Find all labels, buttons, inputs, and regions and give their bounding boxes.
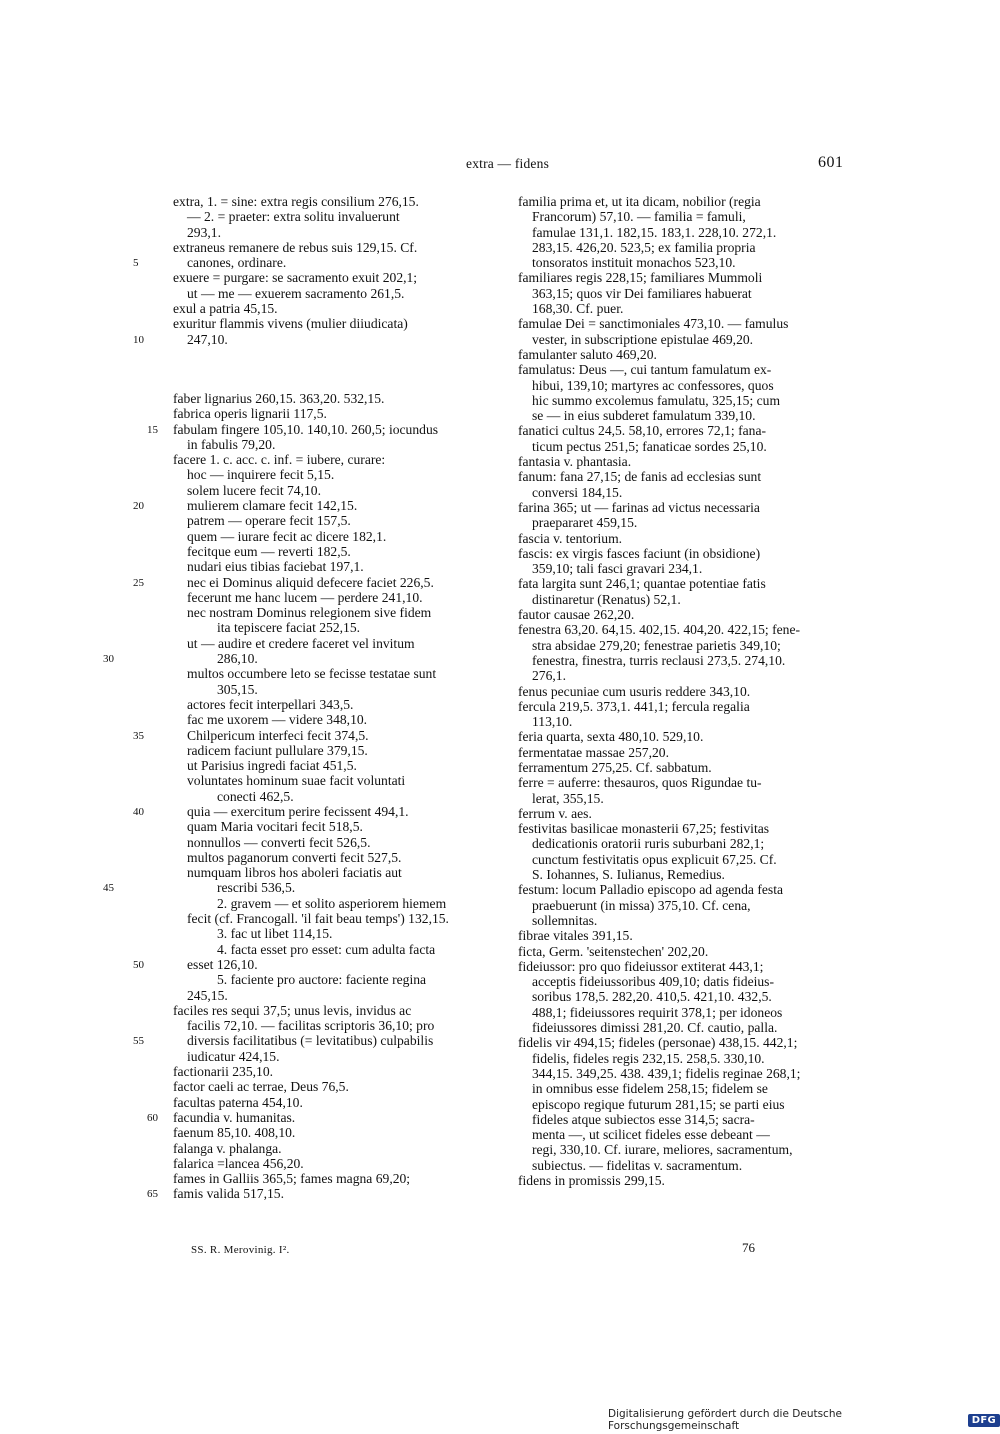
index-line-text: fibrae vitales 391,15. — [518, 928, 633, 944]
index-line-text: 293,1. — [187, 224, 221, 240]
index-line-text: nec ei Dominus aliquid defecere faciet 226,5. — [187, 574, 434, 590]
index-line — [173, 1156, 499, 1171]
index-line — [518, 775, 846, 790]
index-line — [103, 651, 499, 667]
index-line — [518, 423, 846, 438]
index-line-text: farina 365; ut — farinas ad victus necessaria — [518, 499, 760, 515]
index-line — [133, 803, 499, 819]
index-line-text: fabrica operis lignarii 117,5. — [173, 406, 327, 422]
index-line — [173, 789, 499, 804]
index-line-text: S. Iohannes, S. Iulianus, Remedius. — [532, 867, 725, 883]
index-line — [518, 791, 846, 806]
index-line — [133, 1033, 499, 1049]
index-line — [173, 911, 499, 926]
index-line-text: quam Maria vocitari fecit 518,5. — [187, 819, 363, 835]
index-line-text: voluntates hominum suae facit voluntati — [187, 773, 406, 789]
index-line-text: 283,15. 426,20. 523,5; ex familia propria — [532, 239, 756, 255]
index-line-text: subiectus. — fidelitas v. sacramentum. — [532, 1157, 743, 1173]
index-line — [173, 942, 499, 957]
index-line-text: fecit (cf. Francogall. 'il fait beau temps') 132,15. — [187, 911, 449, 927]
index-line-text: in fabulis 79,20. — [187, 436, 276, 452]
index-line — [173, 1049, 499, 1064]
index-line-text: ut — me — exuerem sacramento 261,5. — [187, 285, 405, 301]
index-line-text: 2. gravem — et solito asperiorem hiemem — [217, 895, 447, 911]
index-line — [173, 225, 499, 240]
index-line-text: factionarii 235,10. — [173, 1064, 274, 1080]
index-line-text: stra absidae 279,20; fenestrae parietis 349,10; — [532, 637, 781, 653]
index-line — [518, 270, 846, 285]
index-line — [173, 467, 499, 482]
index-line-text: canones, ordinare. — [187, 255, 287, 271]
index-line — [518, 1005, 846, 1020]
index-line-text: Francorum) 57,10. — familia = famuli, — [532, 209, 746, 225]
gathering-number: 76 — [742, 1240, 755, 1255]
index-line-text: fantasia v. phantasia. — [518, 454, 632, 470]
index-line — [518, 806, 846, 821]
index-line-text: distinaretur (Renatus) 52,1. — [532, 591, 681, 607]
index-line — [518, 515, 846, 530]
index-line — [173, 988, 499, 1003]
index-line — [173, 743, 499, 758]
index-line — [518, 393, 846, 408]
page-number: 601 — [818, 154, 844, 171]
index-line — [518, 882, 846, 897]
index-line — [173, 1171, 499, 1186]
line-number: 60 — [147, 1111, 158, 1124]
line-number: 5 — [133, 257, 139, 270]
index-line-text: faenum 85,10. 408,10. — [173, 1125, 296, 1141]
line-number: 10 — [133, 333, 144, 346]
index-line-text: fideiussor: pro quo fideiussor extiterat 443,1; — [518, 958, 764, 974]
index-line-text: fanum: fana 27,15; de fanis ad ecclesias sunt — [518, 469, 762, 485]
index-line-text: festivitas basilicae monasterii 67,25; festivitas — [518, 821, 770, 837]
index-line-text: festum: locum Palladio episcopo ad agenda festa — [518, 882, 783, 898]
index-line — [173, 773, 499, 788]
index-line — [173, 1018, 499, 1033]
running-head-title: extra — fidens — [466, 156, 550, 171]
index-line — [518, 714, 846, 729]
index-line — [518, 439, 846, 454]
index-line — [173, 819, 499, 834]
index-line-text: fenestra 63,20. 64,15. 402,15. 404,20. 422,15; fene- — [518, 622, 801, 638]
index-line-text: tonsoratos instituit monachos 523,10. — [532, 255, 736, 271]
funding-note: Digitalisierung gefördert durch die Deutsche Forschungsgemeinschaft — [608, 1408, 842, 1432]
index-line-text: ticum pectus 251,5; fanaticae sordes 25,10. — [532, 438, 767, 454]
index-line-text: famulanter saluto 469,20. — [518, 346, 657, 362]
index-line-text: 245,15. — [187, 987, 228, 1003]
index-line — [173, 1141, 499, 1156]
index-line — [518, 1127, 846, 1142]
index-line — [173, 835, 499, 850]
index-line-text: soribus 178,5. 282,20. 410,5. 421,10. 432,5. — [532, 989, 772, 1005]
index-line — [173, 240, 499, 255]
index-line — [518, 745, 846, 760]
index-line-text: facultas paterna 454,10. — [173, 1094, 303, 1110]
index-line — [173, 758, 499, 773]
index-line-text: 5. faciente pro auctore: faciente regina — [217, 972, 427, 988]
index-line-text: rescribi 536,5. — [217, 880, 296, 896]
index-line — [518, 332, 846, 347]
index-line — [173, 682, 499, 697]
index-line — [518, 638, 846, 653]
left-index-column — [103, 194, 499, 1202]
funding-banner — [608, 1408, 1000, 1432]
index-line-text: 276,1. — [532, 668, 566, 684]
index-line — [173, 712, 499, 727]
index-line — [518, 225, 846, 240]
index-line-text: fidelis, fideles regis 232,15. 258,5. 330,10. — [532, 1050, 765, 1066]
line-number: 25 — [133, 576, 144, 589]
index-line-text: ut Parisius ingredi faciat 451,5. — [187, 758, 357, 774]
index-line-text: multos paganorum converti fecit 527,5. — [187, 849, 402, 865]
index-line-text: 168,30. Cf. puer. — [532, 301, 624, 317]
index-line-text: sollemnitas. — [532, 912, 598, 928]
index-line-text: ferrum v. aes. — [518, 805, 592, 821]
index-line-text: 247,10. — [187, 331, 228, 347]
index-line-text: nec nostram Dominus relegionem sive fidem — [187, 605, 432, 621]
index-line — [173, 1003, 499, 1018]
right-index-column — [518, 194, 846, 1188]
index-line — [518, 928, 846, 943]
index-line-text: 286,10. — [217, 651, 258, 667]
line-number: 65 — [147, 1188, 158, 1201]
line-number: 15 — [147, 423, 158, 436]
index-line — [173, 1095, 499, 1110]
index-line-text: famulae Dei = sanctimoniales 473,10. — famulus — [518, 316, 789, 332]
index-line — [518, 255, 846, 270]
index-line — [518, 362, 846, 377]
index-line — [173, 406, 499, 421]
index-line-text: faber lignarius 260,15. 363,20. 532,15. — [173, 390, 385, 406]
index-line-text: cunctum festivitatis opus explicuit 67,25. Cf. — [532, 851, 777, 867]
index-line-text: fidens in promissis 299,15. — [518, 1173, 665, 1188]
index-line-text: falanga v. phalanga. — [173, 1140, 282, 1156]
index-line-text: praebuerunt (in missa) 375,10. Cf. cena, — [532, 897, 751, 913]
index-line — [173, 636, 499, 651]
index-line — [173, 1064, 499, 1079]
index-line — [518, 684, 846, 699]
index-line — [173, 544, 499, 559]
index-line-text: fac me uxorem — videre 348,10. — [187, 712, 368, 728]
index-line-text: menta —, ut scilicet fideles esse debeant — — [532, 1127, 770, 1143]
index-line-text: 4. facta esset pro esset: cum adulta facta — [217, 941, 436, 957]
index-line-text: exul a patria 45,15. — [173, 301, 278, 317]
line-number: 55 — [133, 1035, 144, 1048]
index-line — [147, 1109, 499, 1125]
index-line — [173, 1125, 499, 1140]
index-line-text: fata largita sunt 246,1; quantae potentiae fatis — [518, 576, 766, 592]
index-line — [518, 592, 846, 607]
index-line-text: ferre = auferre: thesauros, quos Rigundae tu- — [518, 775, 762, 791]
index-line-text: 488,1; fideiussores requirit 378,1; per idoneos — [532, 1004, 783, 1020]
index-line-text: fenus pecuniae cum usuris reddere 343,10. — [518, 683, 751, 699]
index-line-text: exuere = purgare: se sacramento exuit 202,1; — [173, 270, 418, 286]
index-line — [518, 546, 846, 561]
index-line — [518, 867, 846, 882]
index-line — [518, 821, 846, 836]
index-line-text: 3. fac ut libet 114,15. — [217, 926, 333, 942]
index-line-text: ut — audire et credere faceret vel invitum — [187, 635, 415, 651]
index-line — [518, 1112, 846, 1127]
index-line — [518, 1097, 846, 1112]
line-number: 35 — [133, 729, 144, 742]
index-line-text: esset 126,10. — [187, 956, 258, 972]
index-line-text: 113,10. — [532, 714, 573, 730]
index-line — [518, 974, 846, 989]
index-line-text: famulatus: Deus —, cui tantum famulatum ex- — [518, 362, 772, 378]
index-line-text: ita tepiscere faciat 252,15. — [217, 620, 361, 636]
index-line-text: facere 1. c. acc. c. inf. = iubere, curare: — [173, 452, 386, 468]
index-line — [173, 896, 499, 911]
index-line — [173, 301, 499, 316]
index-line-text: ficta, Germ. 'seitenstechen' 202,20. — [518, 943, 709, 959]
index-line-text: acceptis fideiussoribus 409,10; datis fideius- — [532, 974, 774, 990]
index-line-text: faciles res sequi 37,5; unus levis, invidus ac — [173, 1002, 412, 1018]
index-line — [518, 1081, 846, 1096]
index-line-text: Chilpericum interfeci fecit 374,5. — [187, 727, 369, 743]
index-line — [518, 1142, 846, 1157]
index-line-text: conecti 462,5. — [217, 788, 294, 804]
index-line-text: fascis: ex virgis fasces faciunt (in obsidione) — [518, 545, 761, 561]
index-line-text: hic summo excolemus famulatu, 325,15; cum — [532, 392, 781, 408]
index-line — [518, 500, 846, 515]
index-line — [133, 574, 499, 590]
index-line-text: lerat, 355,15. — [532, 790, 604, 806]
index-line-text: praepararet 459,15. — [532, 515, 638, 531]
index-line-text: se — in eius subderet famulatum 339,10. — [532, 408, 756, 424]
index-line — [518, 469, 846, 484]
index-line — [173, 347, 499, 369]
index-line — [518, 1051, 846, 1066]
index-line-text: mulierem clamare fecit 142,15. — [187, 498, 358, 514]
index-line — [518, 1020, 846, 1035]
index-line-text: factor caeli ac terrae, Deus 76,5. — [173, 1079, 349, 1095]
index-line — [518, 913, 846, 928]
index-line — [173, 286, 499, 301]
index-line — [518, 347, 846, 362]
index-line — [173, 209, 499, 224]
index-line-text: extra, 1. = sine: extra regis consilium 276,15. — [173, 194, 419, 209]
index-line-text: ferramentum 275,25. Cf. sabbatum. — [518, 759, 712, 775]
index-line — [173, 850, 499, 865]
index-line — [518, 1066, 846, 1081]
index-line — [518, 286, 846, 301]
index-line — [518, 653, 846, 668]
index-line — [518, 1173, 846, 1188]
index-line — [518, 668, 846, 683]
index-line — [173, 452, 499, 467]
index-line — [518, 1035, 846, 1050]
index-line — [133, 498, 499, 514]
index-line — [103, 880, 499, 896]
index-line-text: in omnibus esse fidelem 258,15; fidelem se — [532, 1081, 768, 1097]
index-line — [518, 194, 846, 209]
dfg-logo: DFG — [968, 1414, 1000, 1427]
index-line — [518, 898, 846, 913]
index-line — [518, 607, 846, 622]
index-line — [173, 605, 499, 620]
index-line — [518, 316, 846, 331]
line-number: 50 — [133, 958, 144, 971]
index-line-text: vester, in subscriptione epistulae 469,20. — [532, 331, 754, 347]
index-line-text: conversi 184,15. — [532, 484, 623, 500]
index-line-text: feria quarta, sexta 480,10. 529,10. — [518, 729, 704, 745]
index-line — [173, 316, 499, 331]
index-line — [133, 255, 499, 271]
index-line-text: multos occumbere leto se fecisse testatae sunt — [187, 666, 437, 682]
index-line-text: fermentatae massae 257,20. — [518, 744, 669, 760]
index-line-text: fercula 219,5. 373,1. 441,1; fercula regalia — [518, 698, 750, 714]
index-line-text: facundia v. humanitas. — [173, 1109, 296, 1125]
index-line — [173, 270, 499, 285]
index-line-text: fenestra, finestra, turris reclausi 273,5. 274,10. — [532, 652, 786, 668]
index-line — [173, 369, 499, 391]
index-line-text: 359,10; tali fasci gravari 234,1. — [532, 561, 703, 577]
index-line — [518, 561, 846, 576]
index-line-text: hoc — inquirere fecit 5,15. — [187, 467, 335, 483]
index-line-text: fideles atque subiectos esse 314,5; sacra- — [532, 1111, 755, 1127]
index-line-text: fabulam fingere 105,10. 140,10. 260,5; iocundus — [173, 421, 439, 437]
index-line — [133, 331, 499, 347]
index-line-text: episcopo regique futurum 281,15; se parti eius — [532, 1096, 785, 1112]
index-line-text: fidelis vir 494,15; fideles (personae) 438,15. 442,1; — [518, 1035, 798, 1051]
line-number: 20 — [133, 500, 144, 513]
index-line-text: diversis facilitatibus (= levitatibus) culpabilis — [187, 1033, 434, 1049]
index-line — [173, 391, 499, 406]
index-line-text: facilis 72,10. — facilitas scriptoris 36,10; pro — [187, 1018, 435, 1034]
index-line — [518, 729, 846, 744]
index-line-text: quem — iurare fecit ac dicere 182,1. — [187, 528, 387, 544]
index-line-text: falarica =lancea 456,20. — [173, 1155, 304, 1171]
index-line — [518, 301, 846, 316]
index-line — [147, 421, 499, 437]
index-line — [518, 989, 846, 1004]
index-line — [173, 483, 499, 498]
index-line-text: solem lucere fecit 74,10. — [187, 482, 321, 498]
index-line-text: famis valida 517,15. — [173, 1186, 284, 1202]
index-line — [518, 485, 846, 500]
index-line — [518, 836, 846, 851]
index-line — [173, 972, 499, 987]
index-line-text: famulae 131,1. 182,15. 183,1. 228,10. 272,1. — [532, 224, 777, 240]
index-line-text: fecitque eum — reverti 182,5. — [187, 543, 351, 559]
index-line — [173, 666, 499, 681]
index-line — [518, 454, 846, 469]
index-line-text: fideiussores dimissi 281,20. Cf. cautio, palla. — [532, 1020, 778, 1036]
index-line-text: fames in Galliis 365,5; fames magna 69,20; — [173, 1171, 411, 1187]
index-line — [173, 865, 499, 880]
index-line — [518, 760, 846, 775]
index-line-text: familiares regis 228,15; familiares Mummoli — [518, 270, 763, 286]
index-line-text: familia prima et, ut ita dicam, nobilior (regia — [518, 194, 761, 209]
index-line — [518, 408, 846, 423]
running-header — [0, 150, 1000, 180]
index-line-text: fecerunt me hanc lucem — perdere 241,10. — [187, 589, 423, 605]
index-line-text: dedicationis oratorii ruris suburbani 282,1; — [532, 836, 765, 852]
index-line — [518, 622, 846, 637]
index-line-text: fascia v. tentorium. — [518, 530, 623, 546]
index-line-text: iudicatur 424,15. — [187, 1048, 280, 1064]
index-line-text: regi, 330,10. Cf. iurare, meliores, sacramentum, — [532, 1142, 793, 1158]
index-line — [147, 1186, 499, 1202]
index-line — [133, 727, 499, 743]
index-line-text: nudari eius tibias faciebat 197,1. — [187, 559, 364, 575]
index-line-text: fanatici cultus 24,5. 58,10, errores 72,1; fana- — [518, 423, 767, 439]
index-line-text: radicem faciunt pullulare 379,15. — [187, 742, 368, 758]
index-line — [173, 697, 499, 712]
index-line — [173, 529, 499, 544]
index-line-text: fautor causae 262,20. — [518, 607, 635, 623]
index-line-text: exuritur flammis vivens (mulier diiudicata) — [173, 316, 408, 332]
index-line — [518, 959, 846, 974]
index-line — [173, 559, 499, 574]
index-line — [173, 620, 499, 635]
index-line — [518, 240, 846, 255]
line-number: 45 — [103, 882, 114, 895]
index-line-text: quia — exercitum perire fecissent 494,1. — [187, 803, 409, 819]
index-line-text: hibui, 139,10; martyres ac confessores, quos — [532, 377, 774, 393]
index-line — [173, 1079, 499, 1094]
index-line — [173, 590, 499, 605]
index-line-text: 363,15; quos vir Dei familiares habuerat — [532, 285, 752, 301]
index-line-text: nonnullos — converti fecit 526,5. — [187, 834, 371, 850]
index-line-text: numquam libros hos aboleri faciatis aut — [187, 865, 402, 881]
index-line — [518, 576, 846, 591]
index-line — [173, 926, 499, 941]
index-line — [518, 531, 846, 546]
line-number: 30 — [103, 653, 114, 666]
index-line — [518, 378, 846, 393]
index-line-text: patrem — operare fecit 157,5. — [187, 513, 351, 529]
line-number: 40 — [133, 805, 144, 818]
index-line — [518, 852, 846, 867]
index-line — [173, 513, 499, 528]
index-line — [518, 699, 846, 714]
index-line-text: extraneus remanere de rebus suis 129,15. Cf. — [173, 239, 418, 255]
index-line-text: actores fecit interpellari 343,5. — [187, 696, 354, 712]
index-line — [173, 437, 499, 452]
signature-mark: SS. R. Merovinig. I². — [191, 1244, 290, 1256]
index-line-text: 305,15. — [217, 681, 258, 697]
index-line — [518, 1158, 846, 1173]
index-line — [133, 956, 499, 972]
index-line — [173, 194, 499, 209]
index-line-text: — 2. = praeter: extra solitu invaluerunt — [187, 209, 400, 225]
index-line — [518, 944, 846, 959]
index-line-text: 344,15. 349,25. 438. 439,1; fidelis reginae 268,1; — [532, 1065, 801, 1081]
index-line — [518, 209, 846, 224]
